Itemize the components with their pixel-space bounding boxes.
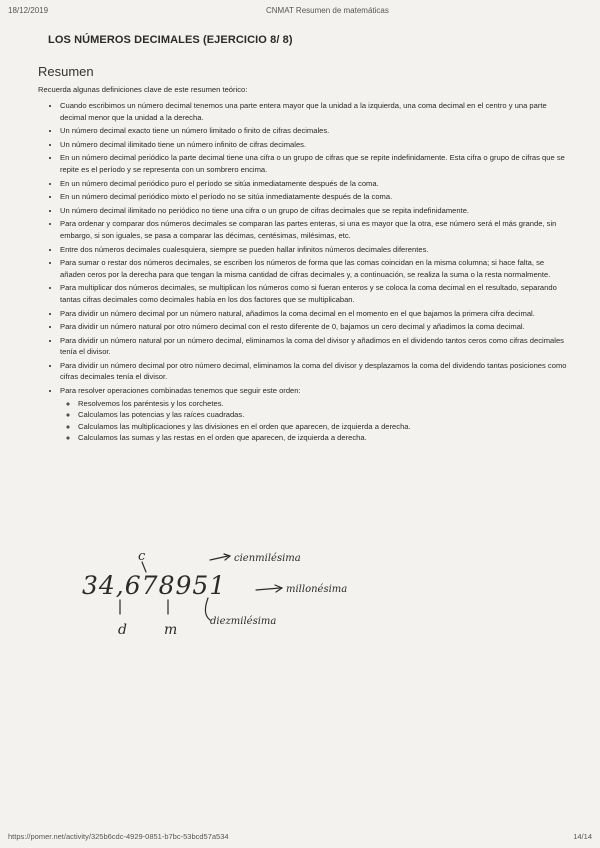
handwritten-note-1: cienmilésima xyxy=(234,553,301,564)
list-item: • Cuando escribimos un número decimal tenemos una parte entera mayor que la unidad a la izquierda, una coma decimal en el centro y una parte decimal menor que la unidad a la derecha. xyxy=(60,100,568,123)
handwritten-label-d: d xyxy=(118,622,127,638)
handwritten-label-m: m xyxy=(164,622,178,638)
list-item: • Para sumar o restar dos números decimales, se escriben los números de forma que las comas coincidan en la misma columna; si hace falta, se añaden ceros por la derecha para que tengan la misma cantidad de cifras decimales y, a continuación, se realiza la suma o la resta normalmente. xyxy=(60,257,568,280)
list-item: • Un número decimal ilimitado tiene un número infinito de cifras decimales. xyxy=(60,139,568,151)
document-title: LOS NÚMEROS DECIMALES (EJERCICIO 8/ 8) xyxy=(48,34,293,46)
handwritten-label-c: c xyxy=(138,549,146,564)
handwritten-annotation xyxy=(60,548,380,638)
section-title: Resumen xyxy=(38,64,94,79)
print-title: CNMAT Resumen de matemáticas xyxy=(266,6,389,15)
sub-list-item: ◦ Calculamos las multiplicaciones y las divisiones en el orden que aparecen, de izquierda a derecha. xyxy=(78,421,568,433)
print-header xyxy=(8,6,592,20)
intro-text: Recuerda algunas definiciones clave de este resumen teórico: xyxy=(38,85,248,94)
handwritten-note-3: diezmilésima xyxy=(210,616,277,627)
list-item: • Un número decimal ilimitado no periódico no tiene una cifra o un grupo de cifras decimales que se repita indefinidamente. xyxy=(60,205,568,217)
sub-list-item: ◦ Calculamos las potencias y las raíces cuadradas. xyxy=(78,409,568,421)
list-item: • Un número decimal exacto tiene un número limitado o finito de cifras decimales. xyxy=(60,125,568,137)
handwritten-note-2: millonésima xyxy=(286,584,348,595)
list-item: • Para dividir un número natural por otro número decimal con el resto diferente de 0, bajamos un cero decimal y añadimos la coma decimal. xyxy=(60,321,568,333)
operations-sublist xyxy=(60,398,568,444)
print-footer xyxy=(8,832,592,844)
print-date: 18/12/2019 xyxy=(8,6,49,15)
document-body xyxy=(38,34,568,446)
list-item: • Para dividir un número decimal por otro número decimal, eliminamos la coma del divisor y desplazamos la coma del dividendo tantas posiciones como cifras decimales tenía el divisor. xyxy=(60,360,568,383)
list-item: • Para dividir un número natural por un número decimal, eliminamos la coma del divisor y añadimos en el dividendo tantos ceros como cifras decimales tenía el divisor. xyxy=(60,335,568,358)
list-item: • En un número decimal periódico la parte decimal tiene una cifra o un grupo de cifras que se repite indefinidamente. Esta cifra o grupo de cifras que se repite es el período y se representa con un sombrero encima. xyxy=(60,152,568,175)
list-item: • En un número decimal periódico puro el período se sitúa inmediatamente después de la coma. xyxy=(60,178,568,190)
list-item: • Entre dos números decimales cualesquiera, siempre se pueden hallar infinitos números decimales diferentes. xyxy=(60,244,568,256)
summary-list xyxy=(38,100,568,444)
list-item-operations xyxy=(60,385,568,444)
operations-intro: Para resolver operaciones combinadas tenemos que seguir este orden: xyxy=(60,386,301,396)
handwritten-number: 34,678951 xyxy=(82,571,227,600)
footer-url: https://pomer.net/activity/325b6cdc-4929-0851-b7bc-53bcd57a534 xyxy=(8,832,229,841)
sub-list-item: ◦ Resolvemos los paréntesis y los corchetes. xyxy=(78,398,568,410)
list-item: • Para multiplicar dos números decimales, se multiplican los números como si fueran enteros y se coloca la coma decimal en el resultado, separando tantas cifras decimales como decimales había en los dos factores que se multiplicaban. xyxy=(60,282,568,305)
list-item: • En un número decimal periódico mixto el período no se sitúa inmediatamente después de la coma. xyxy=(60,191,568,203)
list-item: • Para ordenar y comparar dos números decimales se comparan las partes enteras, si una es mayor que la otra, ese número será el más grande, sin embargo, si son iguales, se pasa a comparar las décimas, centésimas, milésimas, etc. xyxy=(60,218,568,241)
sub-list-item: ◦ Calculamos las sumas y las restas en el orden que aparecen, de izquierda a derecha. xyxy=(78,432,568,444)
page-number: 14/14 xyxy=(573,832,592,841)
list-item: • Para dividir un número decimal por un número natural, añadimos la coma decimal en el momento en el que bajamos la primera cifra decimal. xyxy=(60,308,568,320)
